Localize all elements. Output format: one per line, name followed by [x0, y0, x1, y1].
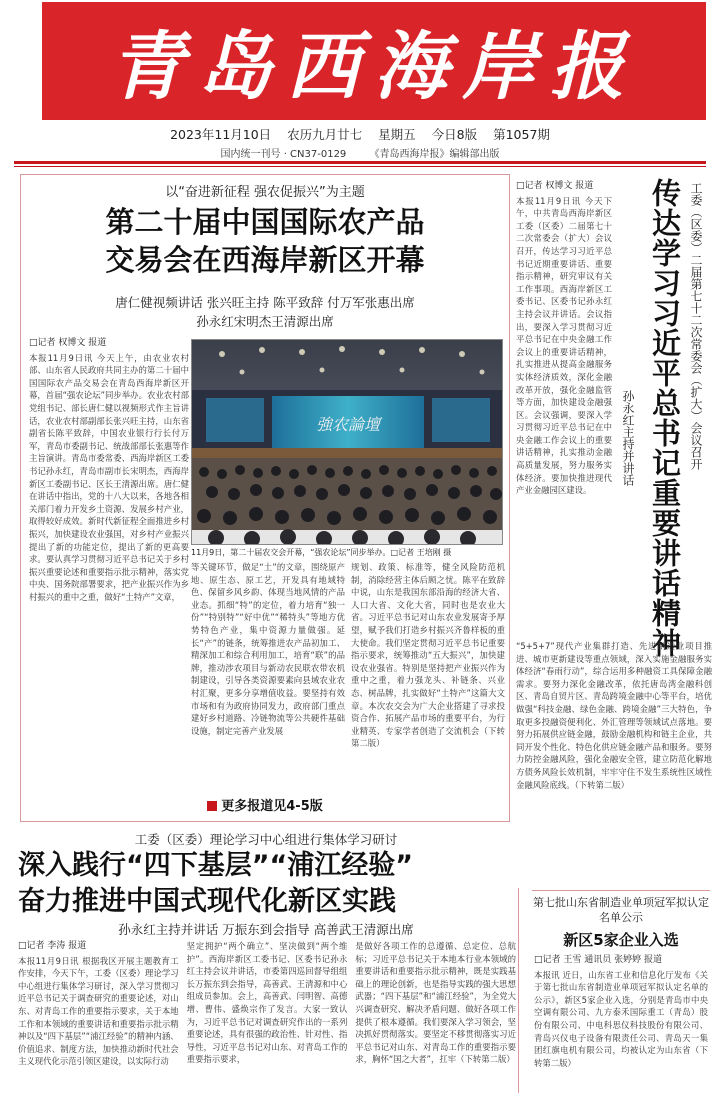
lead-body-text: 本报11月9日讯 今天上午，由农业农村部、山东省人民政府共同主办的第二十届中国国际农产品交易会在青岛西海岸新区开幕，首届“强农论坛”同步举办。农业农村部党组书记、部长唐仁健以视频形式作主旨讲话，农业农村部副部长张兴旺主持，山东省副省长陈平致辞，中国农业银行行长付万军，青岛市委副书记、统战部部长张惠等作主旨演讲。青岛市委常委、西海岸新区工委书记孙永红，青岛市副市长宋明杰，西海岸新区工委副书记、区长王清源出席。唐仁健在讲话中指出，党的十八大以来，各地各相关部门着力开发乡土资源、发展乡村产业，取得较好成效。新时代新征程全面推进乡村振兴，加快建设农业强国，对乡村产业振兴提出了新的功能定位，提出了新的更高要求。要认真学习贯彻习近平总书记关于乡村振兴重要论述和重要指示批示精神，落实党中央、国务院部署要求，把产业振兴作为乡村振兴的重中之重，做好“土特产”文章， [29, 352, 189, 602]
second-story-headline[interactable] [14, 848, 518, 920]
conference-hall-photo [192, 340, 503, 545]
lead-story [20, 174, 510, 822]
lead-column-1: 等关键环节，做足“土”的文章，围绕原产地、原生态、原工艺，开发具有地域特色、保留乡风乡韵、体现当地风情的产品业态。抓细“特”的定位，着力培育“独一份”“特别特”“好中优”“稀特头”等地方优势特色产业，集中资源力量做强。延长“产”的链条，统筹推进农产品初加工、精深加工和综合利用加工，培育“联”的品牌，推动涉农项目与新动农民联农带农机制建设，引导各类资源要素向县域农业农村汇聚，更多分享增值收益。要坚持有效市场和有为政府协同发力，政府部门重点建好乡村道路、冷链物流等公共硬件基础设施，制定完善产业发展 [191, 562, 345, 736]
second-headline-line-1: 深入践行“四下基层”“浦江经验” [18, 850, 413, 881]
masthead-rule [14, 161, 706, 164]
lead-headline[interactable] [21, 203, 509, 279]
publication-code: 国内统一刊号 · CN37-0129 [220, 149, 347, 160]
right-byline: □记者 权博文 报道 [516, 181, 594, 191]
second-column-3: 是做好各项工作的总遵循、总定位、总航标；习近平总书记关于本地本行业本领域的重要讲话和重要指示批示精神，既是实践基础上的理论创新，也是指导实践的强大思想武器；“四下基层”和“浦江经验”，为全党大兴调查研究、解决矛盾问题、做好各项工作提供了根本遵循。我们要深入学习领会，坚决抓好贯彻落实。要坚定不移贯彻落实习近平总书记对山东、对青岛工作的重要指示要求，胸怀“国之大者”，扛牢（下转第二版） [355, 941, 517, 1065]
enterprise-body-text: 本报讯 近日，山东省工业和信息化厅发布《关于第七批山东省制造业单项冠军拟认定名单的公示》，新区5家企业入选，分别是青岛市中央空调有限公司、九方泰禾国际重工（青岛）股份有限公司、中电科思仪科技股份有限公司、青岛兴仪电子设备有限责任公司、青岛天一集团红旗电机有限公司，均被认定为山东省（下转第二版） [534, 969, 708, 1068]
second-column-1-text: 本报11月9日讯 根据我区开展主题教育工作安排，今天下午，工委（区委）理论学习中心组进行集体学习研讨，深入学习贯彻习近平总书记关于调查研究的重要论述，对山东、对青岛工作的重要指示要求，关于本地工作和本领域的重要讲话和重要指示批示精神以及“四下基层”“浦江经验”的精神内涵、价值追求、制度方法，加快推动新时代社会主义现代化示范引领区建设，以实际行动 [18, 955, 179, 1067]
column-divider [518, 888, 519, 1093]
second-column-1 [18, 940, 179, 1092]
right-headline[interactable]: 传达学习习近平总书记重要讲话精神 [648, 178, 682, 658]
red-square-icon [207, 801, 217, 811]
lead-column-2: 规划、政策、标准等，健全风险防范机制，消除经营主体后顾之忧。陈平在致辞中说，山东是我国东部沿海的经济大省、人口大省、文化大省，同时也是农业大省。习近平总书记对山东农业发展寄予厚望，赋予我们打造乡村振兴齐鲁样板的重大使命。我们坚定贯彻习近平总书记重要指示要求，统筹推动“五大振兴”，加快建设农业强省。特别是坚持把产业振兴作为重中之重，着力强龙头、补链条、兴业态、树品牌，扎实做好“土特产”这篇大文章。本次农交会为广大企业搭建了寻求投资合作、拓展产品市场的重要平台，为行业精英、专家学者创造了交流机会（下转第二版） [351, 562, 505, 749]
enterprise-kicker: 第七批山东省制造业单项冠军拟认定名单公示 [533, 896, 709, 924]
second-story [14, 826, 518, 1095]
masthead-title: 青岛西海岸报 [110, 24, 638, 110]
photo-caption: 11月9日，第二十届农交会开幕，“强农论坛”同步举办。□记者 王培刚 摄 [191, 548, 452, 557]
publisher: 《青岛西海岸报》编辑部出版 [369, 149, 500, 160]
lead-subheadline [21, 293, 509, 331]
right-story-body-top [516, 180, 612, 638]
enterprise-news-box [532, 890, 710, 1090]
lead-headline-line-2: 交易会在西海岸新区开幕 [105, 243, 425, 277]
right-subheadline: 孙永红主持并讲话 [621, 390, 635, 486]
weekday: 星期五 [378, 127, 416, 142]
second-headline-line-2: 奋力推进中国式现代化新区实践 [18, 886, 396, 917]
enterprise-body [532, 954, 710, 1084]
right-kicker: 工委（区委）二届第七十二次常委会（扩大）会议召开 [689, 182, 703, 470]
lead-byline: □记者 权博文 报道 [29, 338, 107, 348]
lead-kicker: 以“奋进新征程 强农促振兴”为主题 [165, 185, 365, 200]
dateline [0, 125, 720, 143]
enterprise-headline[interactable]: 新区5家企业入选 [563, 931, 679, 949]
lead-photo[interactable] [191, 339, 503, 545]
lead-body-column [29, 337, 189, 777]
masthead-rule-thin [14, 166, 706, 167]
second-story-subheadline: 孙永红主持并讲话 万振东到会指导 高善武王清源出席 [118, 922, 414, 937]
lead-sub-line-1: 唐仁健视频讲话 张兴旺主持 陈平致辞 付万军张惠出席 [115, 295, 415, 310]
date: 2023年11月10日 [170, 127, 272, 142]
svg-text:強农論壇: 強农論壇 [315, 415, 381, 434]
right-column-story [516, 174, 712, 888]
lead-headline-line-1: 第二十届中国国际农产品 [105, 205, 425, 239]
second-column-2: 坚定拥护“两个确立”、坚决做到“两个维护”。西海岸新区工委书记、区委书记孙永红主持会议并讲话，市委第四巡回督导组组长万振东到会指导，高善武、王清源和中心组成员参加。会上，高善武、闫明智、高德增、曹伟、盛焕宗作了发言。大家一致认为，习近平总书记对调查研究作出的一系列重要论述，具有很强的政治性、针对性、指导性，习近平总书记对山东、对青岛工作的重要指示要求， [186, 941, 348, 1065]
lunar-date: 农历九月廿七 [287, 127, 363, 142]
second-story-columns [18, 940, 516, 1092]
second-byline: □记者 李涛 报道 [18, 941, 87, 951]
more-reports-link[interactable] [21, 795, 509, 814]
lead-sub-line-2: 孙永红宋明杰王清源出席 [196, 314, 334, 329]
right-story-body-bottom: “5+5+7”现代产业集群打造、先进制造业项目推进、城市更新建设等重点领域，深入实施金融服务实体经济“春雨行动”，综合运用多种融资工具保障金融需求。要努力深化金融改革，依托唐岛湾金融科创区、青岛自贸片区、青岛跨境金融中心等平台，培优做强“科技金融、绿色金融、跨境金融”三大特色，争取更多投融资便利化、外汇管理等领域试点落地。要努力拓展供应链金融，鼓励金融机构和链主企业，共同开发个性化、特色化供应链金融产品和服务。要努力防控金融风险，强化金融安全管，建立防范化解地方债务风险长效机制，牢牢守住不发生系统性区域性金融风险底线。（下转第二版） [516, 641, 712, 790]
right-body-text: 本报11月9日讯 今天下午，中共青岛西海岸新区工委（区委）二届第七十二次常委会（扩大）会议召开，传达学习习近平总书记近期重要讲话、重要指示精神，研究审议有关工作事项。西海岸新区工委书记、区委书记孙永红主持会议并讲话。会议指出，要深入学习贯彻习近平总书记在中央金融工作会议上的重要讲话精神，扎实推进从提高金融服务实体经济质效，深化金融改革开放，强化金融监管等方面，加快建设金融强区。会议强调，要深入学习贯彻习近平总书记在中央金融工作会议上的重要讲话精神，扎实推动金融高质量发展，努力服务实体经济。要加快推进现代产业金融园区建设。 [516, 195, 612, 496]
subline [0, 145, 720, 160]
enterprise-byline: □记者 王雪 通讯员 张婷婷 报道 [534, 955, 662, 965]
issue-number: 第1057期 [493, 127, 550, 142]
masthead [42, 2, 706, 120]
more-reports-label: 更多报道见4-5版 [221, 799, 323, 814]
second-story-kicker: 工委（区委）理论学习中心组进行集体学习研讨 [134, 832, 398, 847]
lead-body-columns [191, 561, 505, 777]
page-count: 今日8版 [431, 127, 478, 142]
